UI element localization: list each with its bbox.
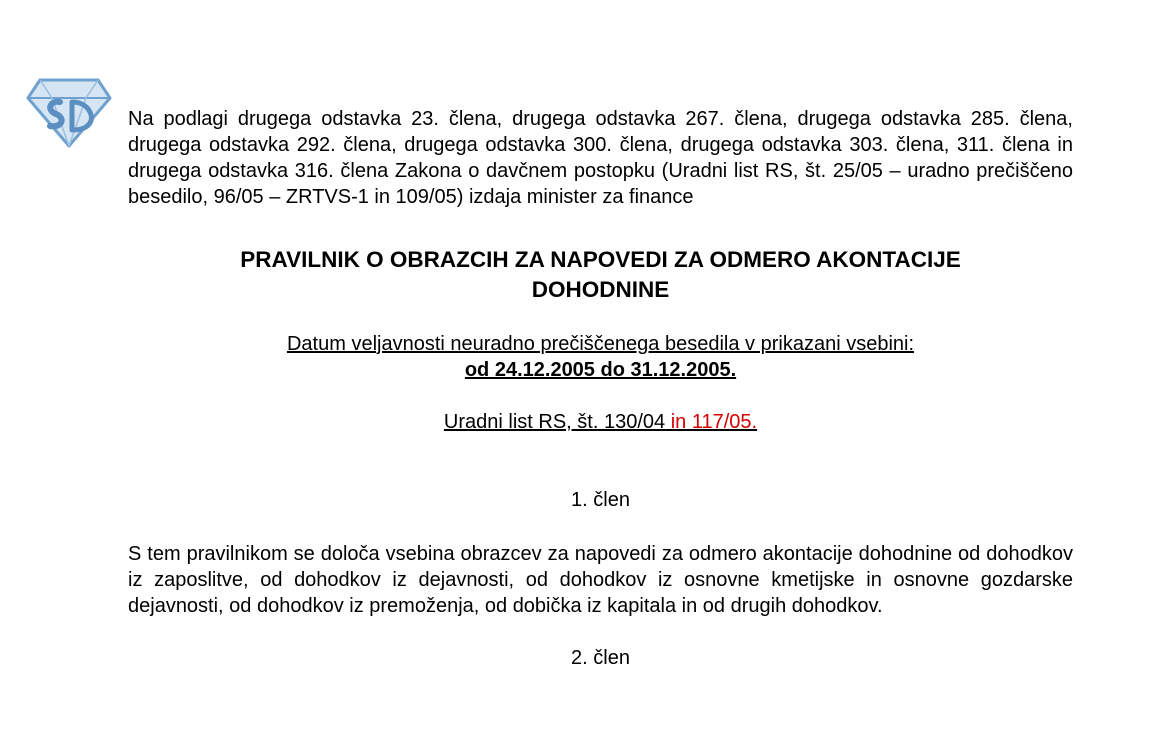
sd-diamond-logo-icon xyxy=(26,76,112,150)
article-1-text: S tem pravilnikom se določa vsebina obrazcev za napovedi za odmero akontacije dohodnine od dohodkov iz zaposlitve, od dohodkov iz dejavnosti, od dohodkov iz osnovne kmetijske in osnovne gozdarske dejavnosti, od dohodkov iz premoženja, od dobička iz kapitala in od drugih dohodkov. xyxy=(128,543,1073,617)
validity-dates: od 24.12.2005 do 31.12.2005. xyxy=(464,359,737,381)
validity-block xyxy=(128,331,1073,383)
title-line-1: PRAVILNIK O OBRAZCIH ZA NAPOVEDI ZA ODMERO AKONTACIJE xyxy=(240,247,961,272)
article-2-heading: 2. člen xyxy=(571,647,630,669)
gazette-main: Uradni list RS, št. 130/04 xyxy=(443,411,666,433)
validity-label: Datum veljavnosti neuradno prečiščenega besedila v prikazani vsebini: xyxy=(286,333,915,355)
document-title xyxy=(128,245,1073,305)
document-page xyxy=(128,106,1073,671)
gazette-reference xyxy=(128,409,1073,435)
title-line-2: DOHODNINE xyxy=(531,277,670,302)
preamble-paragraph: Na podlagi drugega odstavka 23. člena, drugega odstavka 267. člena, drugega odstavka 285. člena, drugega odstavka 292. člena, drugega odstavka 300. člena, drugega odstavka 303. člena, 311. člena in drugega odstavka 316. člena Zakona o davčnem postopku (Uradni list RS, št. 25/05 – uradno prečiščeno besedilo, 96/05 – ZRTVS-1 in 109/05) izdaja minister za finance xyxy=(128,108,1073,208)
gazette-amendment: in 117/05. xyxy=(665,411,758,433)
article-1-heading: 1. člen xyxy=(571,489,630,511)
